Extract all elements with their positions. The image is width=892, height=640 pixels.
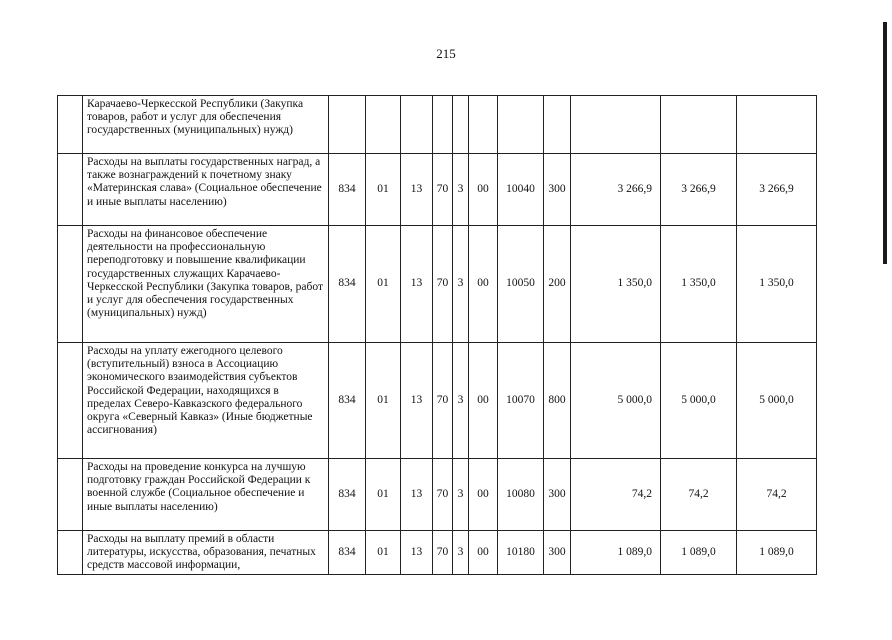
blank-cell [58, 226, 83, 343]
code-program: 70 [433, 343, 453, 459]
code-ministry [329, 96, 366, 154]
amount-year-3: 1 350,0 [737, 226, 817, 343]
code-ministry: 834 [329, 226, 366, 343]
table-row [58, 226, 817, 343]
amount-year-2: 1 350,0 [661, 226, 737, 343]
row-name: Расходы на финансовое обеспечение деятельности на профессиональную переподготовку и повышение квалификации государственных служащих Карачаево-Черкесской Республики (Закупка товаров, работ и услуг для обеспечения государственных (муниципальных) нужд) [83, 226, 329, 343]
code-expense: 10040 [498, 154, 544, 226]
code-program: 70 [433, 226, 453, 343]
table-row [58, 531, 817, 575]
page-edge-bar [883, 22, 887, 264]
code-section: 01 [366, 459, 401, 531]
amount-year-1: 74,2 [571, 459, 661, 531]
table-row [58, 154, 817, 226]
code-subdirection: 00 [469, 154, 498, 226]
code-direction: 3 [453, 459, 469, 531]
row-name: Расходы на уплату ежегодного целевого (вступительный) взноса в Ассоциацию экономического взаимодействия субъектов Российской Федерации, находящихся в пределах Северо-Кавказского федерального округа «Северный Кавказ» (Иные бюджетные ассигнования) [83, 343, 329, 459]
blank-cell [58, 154, 83, 226]
code-ministry: 834 [329, 343, 366, 459]
code-subdirection [469, 96, 498, 154]
amount-year-2: 5 000,0 [661, 343, 737, 459]
code-program: 70 [433, 154, 453, 226]
amount-year-2: 3 266,9 [661, 154, 737, 226]
code-expense [498, 96, 544, 154]
code-type [544, 96, 571, 154]
blank-cell [58, 459, 83, 531]
code-section: 01 [366, 531, 401, 575]
row-name: Расходы на выплаты государственных наград, а также вознаграждений к почетному знаку «Материнская слава» (Социальное обеспечение и иные выплаты населению) [83, 154, 329, 226]
code-subdirection: 00 [469, 226, 498, 343]
code-direction: 3 [453, 531, 469, 575]
code-expense: 10080 [498, 459, 544, 531]
blank-cell [58, 531, 83, 575]
code-type: 300 [544, 459, 571, 531]
amount-year-3: 1 089,0 [737, 531, 817, 575]
code-section [366, 96, 401, 154]
amount-year-3: 5 000,0 [737, 343, 817, 459]
amount-year-2: 74,2 [661, 459, 737, 531]
code-ministry: 834 [329, 531, 366, 575]
code-direction: 3 [453, 226, 469, 343]
page-number: 215 [436, 46, 456, 61]
code-type: 800 [544, 343, 571, 459]
code-section: 01 [366, 226, 401, 343]
budget-table [57, 95, 817, 575]
code-type: 300 [544, 531, 571, 575]
code-expense: 10070 [498, 343, 544, 459]
amount-year-2 [661, 96, 737, 154]
code-subsection: 13 [401, 459, 433, 531]
amount-year-1: 1 350,0 [571, 226, 661, 343]
blank-cell [58, 343, 83, 459]
table-row [58, 343, 817, 459]
amount-year-2: 1 089,0 [661, 531, 737, 575]
code-section: 01 [366, 154, 401, 226]
amount-year-3 [737, 96, 817, 154]
row-name: Расходы на проведение конкурса на лучшую подготовку граждан Российской Федерации к военной службе (Социальное обеспечение и иные выплаты населению) [83, 459, 329, 531]
code-subsection: 13 [401, 531, 433, 575]
row-name: Карачаево-Черкесской Республики (Закупка товаров, работ и услуг для обеспечения государственных (муниципальных) нужд) [83, 96, 329, 154]
blank-cell [58, 96, 83, 154]
row-name: Расходы на выплату премий в области литературы, искусства, образования, печатных средств массовой информации, [83, 531, 329, 575]
amount-year-1: 1 089,0 [571, 531, 661, 575]
code-direction: 3 [453, 343, 469, 459]
code-direction: 3 [453, 154, 469, 226]
code-subsection: 13 [401, 154, 433, 226]
code-program: 70 [433, 459, 453, 531]
code-direction [453, 96, 469, 154]
table-row [58, 96, 817, 154]
amount-year-3: 3 266,9 [737, 154, 817, 226]
amount-year-1: 3 266,9 [571, 154, 661, 226]
code-subdirection: 00 [469, 343, 498, 459]
code-ministry: 834 [329, 154, 366, 226]
code-program [433, 96, 453, 154]
code-subdirection: 00 [469, 531, 498, 575]
code-section: 01 [366, 343, 401, 459]
code-subsection [401, 96, 433, 154]
code-expense: 10180 [498, 531, 544, 575]
amount-year-1 [571, 96, 661, 154]
table-row [58, 459, 817, 531]
code-type: 200 [544, 226, 571, 343]
code-ministry: 834 [329, 459, 366, 531]
code-subsection: 13 [401, 226, 433, 343]
code-type: 300 [544, 154, 571, 226]
amount-year-1: 5 000,0 [571, 343, 661, 459]
amount-year-3: 74,2 [737, 459, 817, 531]
code-program: 70 [433, 531, 453, 575]
code-subdirection: 00 [469, 459, 498, 531]
code-expense: 10050 [498, 226, 544, 343]
code-subsection: 13 [401, 343, 433, 459]
